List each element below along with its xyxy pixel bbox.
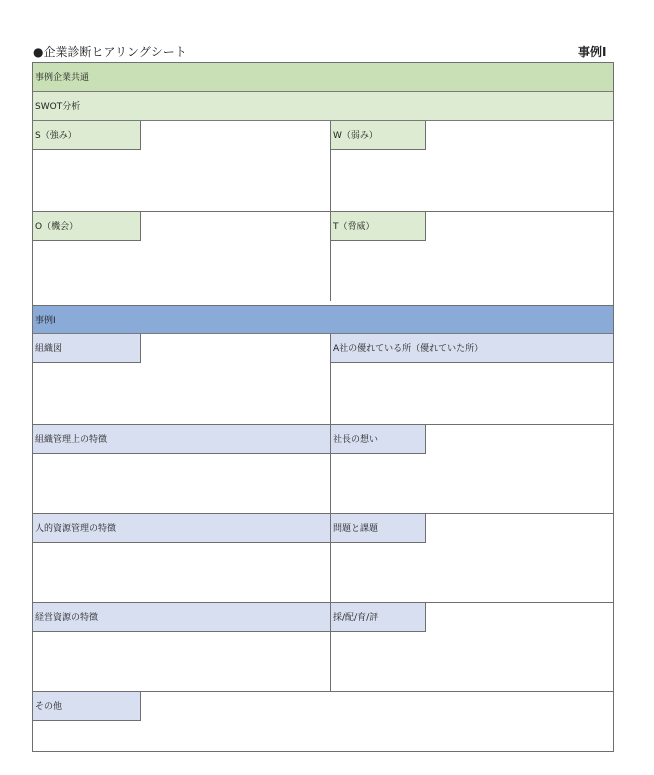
swot-t-label: T（脅威） [331, 212, 426, 241]
case-label: 事例Ⅰ [578, 45, 607, 59]
swot-w-label: W（弱み） [331, 121, 426, 150]
president-label: 社長の想い [331, 425, 426, 454]
other-label: その他 [33, 692, 141, 721]
strengths-label: A社の優れている所（優れていた所） [331, 334, 613, 363]
swot-o-label: O（機会） [33, 212, 141, 241]
org-chart-label: 組織図 [33, 334, 141, 363]
swot-s-label: S（強み） [33, 121, 141, 150]
resources-label: 経営資源の特徴 [33, 603, 330, 632]
jirei-band: 事例Ⅰ [33, 305, 613, 334]
issues-label: 問題と課題 [331, 514, 426, 543]
hiring-label: 採/配/育/評 [331, 603, 426, 632]
swot-band: SWOT分析 [33, 92, 613, 121]
hearing-sheet [32, 62, 614, 752]
org-mgmt-label: 組織管理上の特徴 [33, 425, 330, 454]
common-band: 事例企業共通 [33, 63, 613, 92]
hr-mgmt-label: 人的資源管理の特徴 [33, 514, 330, 543]
sheet-title: ●企業診断ヒアリングシート [33, 45, 187, 59]
